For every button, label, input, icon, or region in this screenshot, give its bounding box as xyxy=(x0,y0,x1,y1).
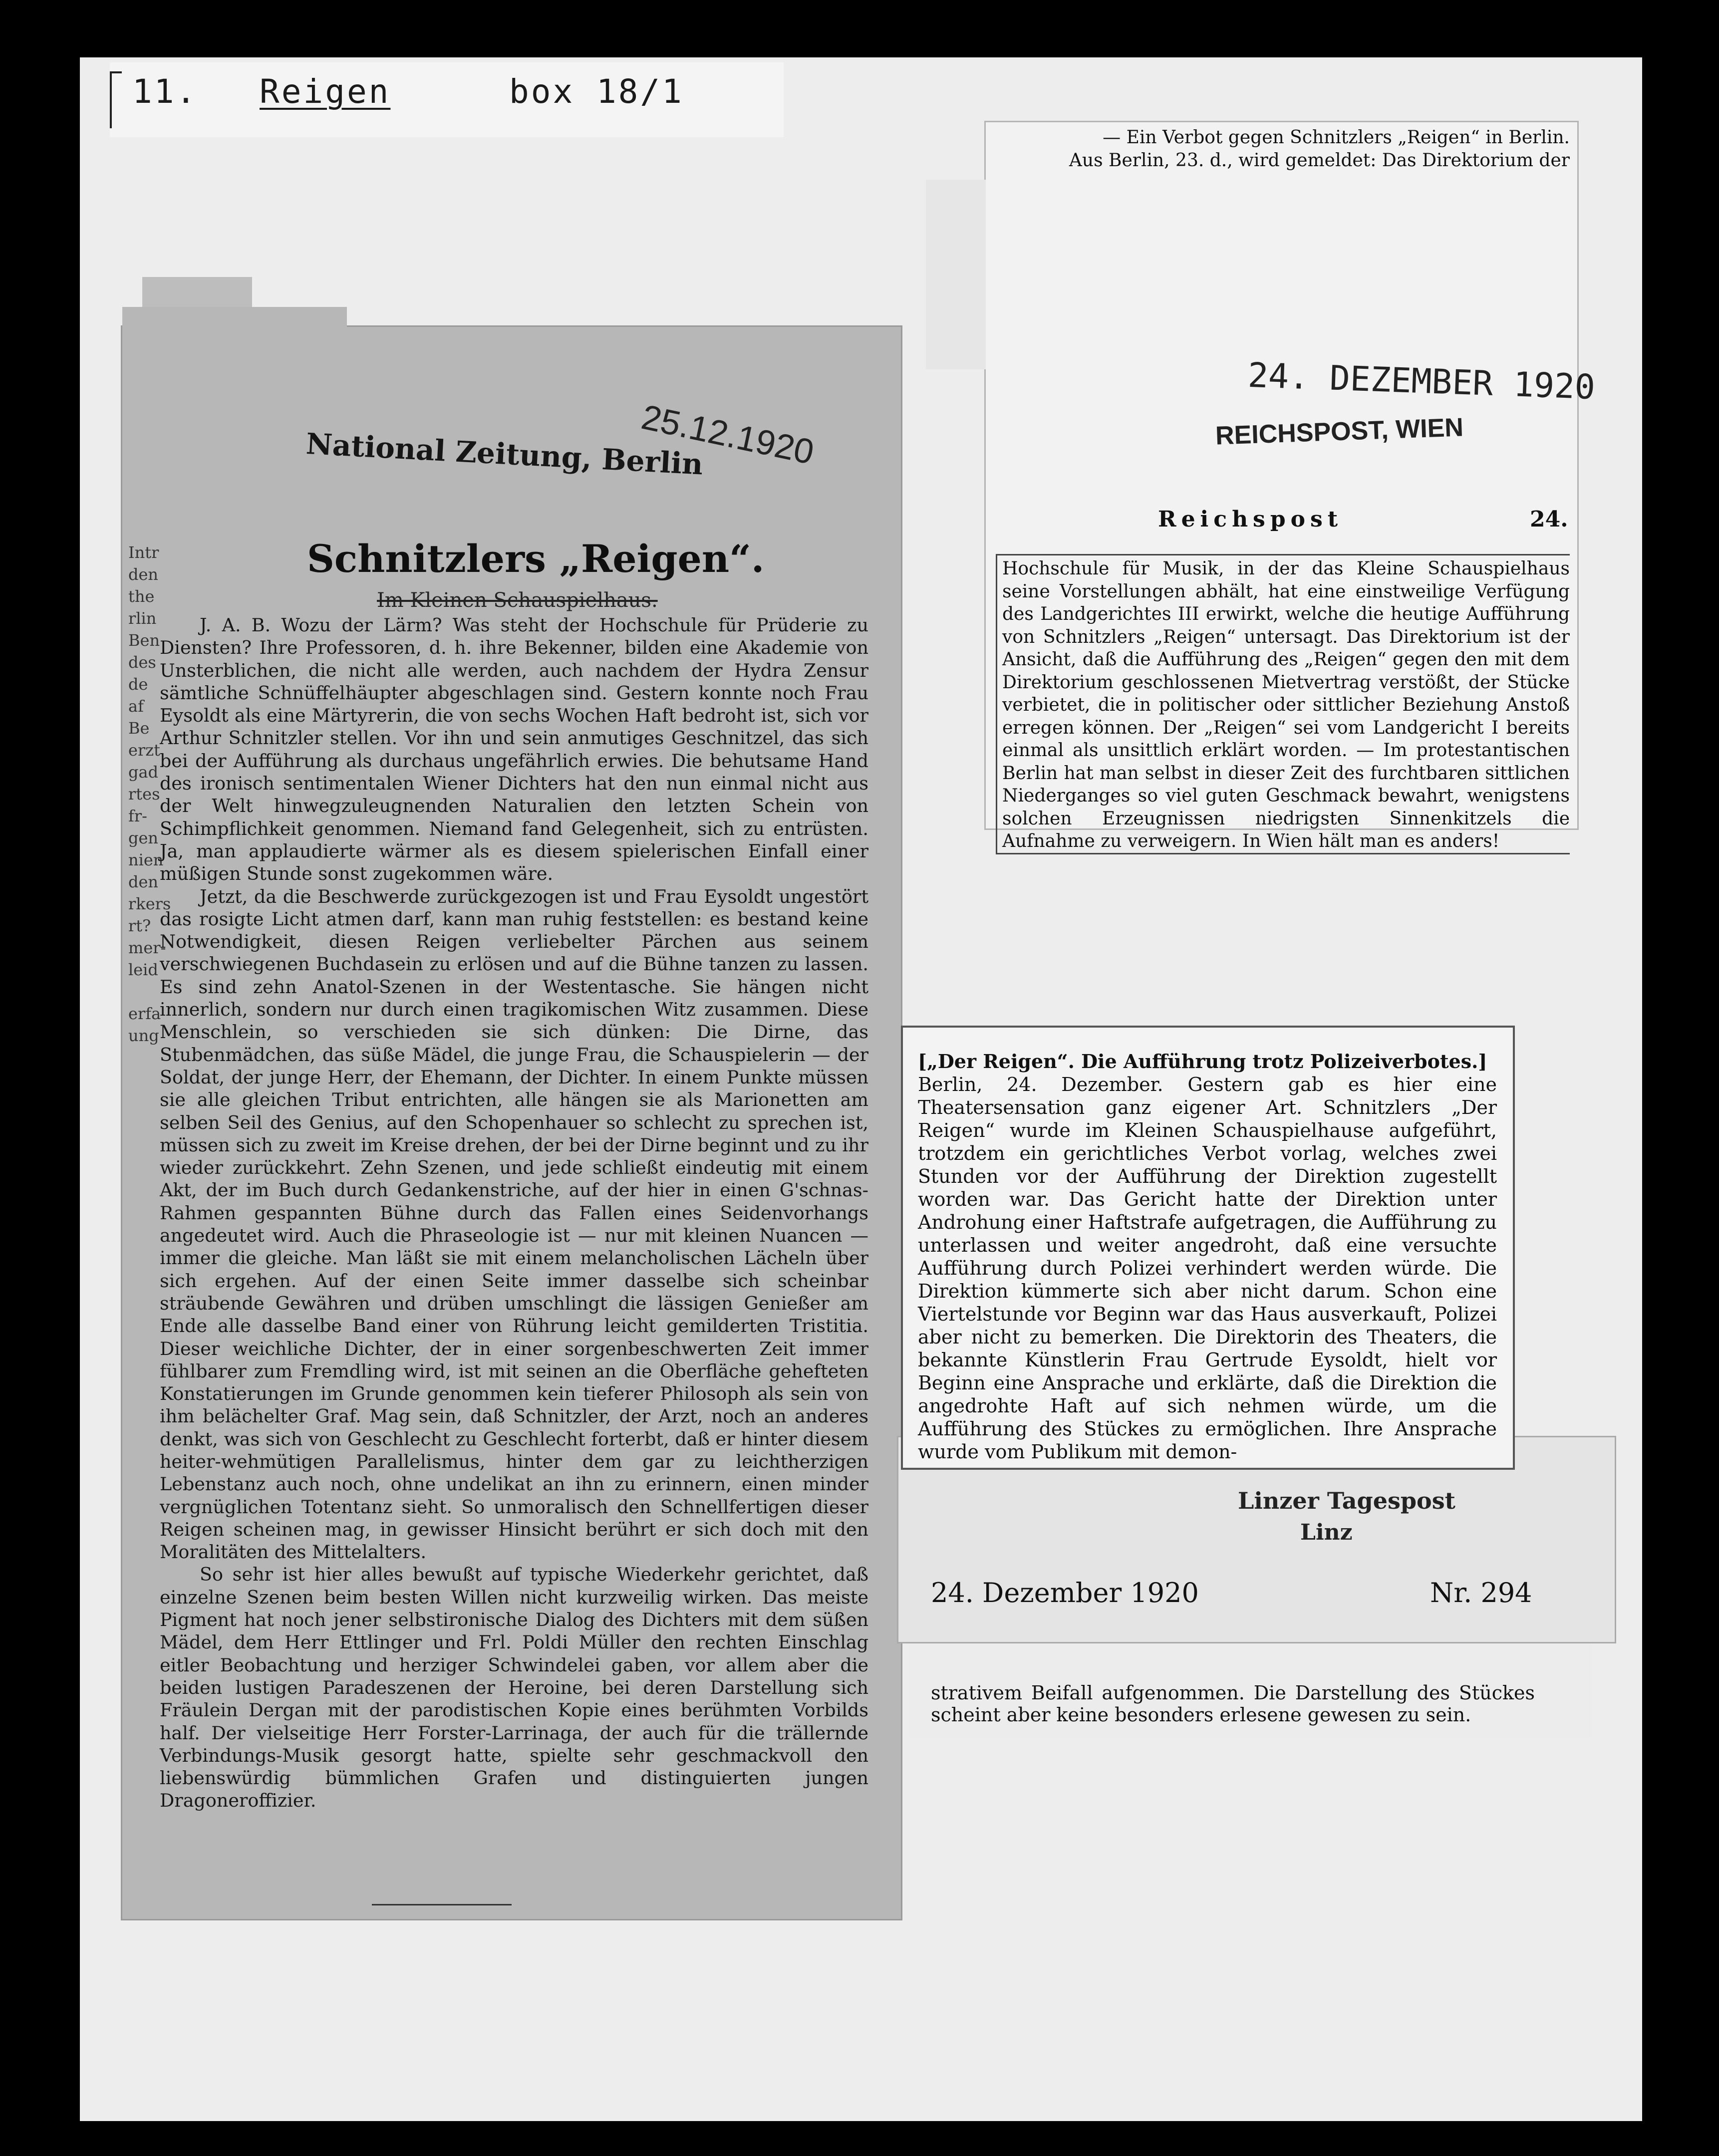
article-paragraph: strativem Beifall aufgenommen. Die Darstellung des Stückes scheint aber keine besonders erlesene gewesen zu sein. xyxy=(931,1682,1535,1726)
source-name: Linzer Tagespost xyxy=(1238,1487,1455,1514)
article-paragraph: J. A. B. Wozu der Lärm? Was steht der Hochschule für Prüderie zu Diensten? Ihre Professoren, d. h. ihre Bekenner, bilden eine Akademie von Unsterblichen, die nicht alle werden, auch nachdem der Hydra Zensur sämtliche Schnüffelhäupter abgeschlagen sind. Gestern konnte noch Frau Eysoldt als eine Märtyrerin, die von sechs Wochen Haft bedroht ist, sich vor Arthur Schnitzler stellen. Vor ihn und sein anmutiges Geschnitzel, das sich bei der Aufführung als durchaus ungefährlich erwies. Die behutsame Hand des ironisch sentimentalen Wiener Dichters hat den nun einmal nicht aus der Welt hinwegzuleugnenden Naturalien den letzten Schein von Schimpflichkeit genommen. Niemand fand Gelegenheit, sich zu entrüsten. Ja, man applaudierte wärmer als es diesem spielerischen Einfall einer müßigen Stunde sonst zugekommen wäre. xyxy=(160,614,868,885)
clipping-linzer-tagespost xyxy=(901,1026,1515,1470)
article-paragraph: Jetzt, da die Beschwerde zurückgezogen ist und Frau Eysoldt ungestört das rosigte Licht atmen darf, kann man ruhig feststellen: es bestand keine Notwendigkeit, diesen Reigen verliebelter Pärchen aus seinem verschwiegenen Buchdasein zu erlösen und auf die Bühne tanzen zu lassen. Es sind zehn Anatol-Szenen in der Westentasche. Sie hängen nicht innerlich, sondern nur durch einen tragikomischen Witz zusammen. Diese Menschlein, so verschieden sie sich dünken: Die Dirne, das Stubenmädchen, das süße Mädel, die junge Frau, die Schauspielerin — der Soldat, der junge Herr, der Ehemann, der Dichter. In einem Punkte müssen sie alle gleichen Tribut entrichten, alle hängen sie als Marionetten am selben Seil des Genius, auf den Schopenhauer so schlecht zu sprechen ist, müssen sich zu zweit im Kreise drehen, der bei der Dirne beginnt und zu ihr wieder zurückkehrt. Zehn Szenen, und jede schließt eindeutig mit einem Akt, der im Buch durch Gedankenstriche, auf der hier in einen G'schnas-Rahmen gespannten Bühne durch das Fallen eines Seidenvorhangs angedeutet wird. Auch die Phraseologie ist — nur mit kleinen Nuancen — immer die gleiche. Man läßt sie mit einem melancholischen Lächeln über sich ergehen. Auf der einen Seite immer dasselbe sich scheinbar sträubende Gewähren und drüben umschlingt die lässigen Genießer am Ende alle dasselbe Band einer von Rührung leicht gemilderten Tristitia. Dieser weichliche Dichter, der in einer sorgenbeschwerten Zeit immer fühlbarer zum Fremdling wird, ist mit seinen an die Oberfläche gehefteten Konstatierungen im Grunde genommen kein tieferer Philosoph als sein von ihm belächelter Graf. Mag sein, daß Schnitzler, der Arzt, noch an anderes denkt, was sich von Geschlecht zu Geschlecht forterbt, daß er hinter diesem heiter-wehmütigen Parallelismus, hinter dem gar zu leichtherzigen Lebenstanz auch noch, ohne undelikat an ihn zu erinnern, einen minder vergnüglichen Totentanz sieht. So unmoralisch den Schnellfertigen dieser Reigen scheinen mag, in gewisser Hinsicht berührt er sich doch mit den Moralitäten des Mittelalters. xyxy=(160,885,868,1563)
masthead-page: 24. xyxy=(1530,507,1568,532)
clipping-reichspost xyxy=(986,122,1596,851)
article-paragraph: Berlin, 24. Dezember. Gestern gab es hier eine Theatersensation ganz eigener Art. Schnitzlers „Der Reigen“ wurde im Kleinen Schauspielhause aufgeführt, trotzdem ein gerichtliches Verbot vorlag, welches zwei Stunden vor der Aufführung der Direktion zugestellt worden war. Das Gericht hatte der Direktion unter Androhung einer Haftstrafe aufgetragen, die Aufführung zu unterlassen und weiter angedroht, daß eine versuchte Aufführung durch Polizei verhindert werden würde. Die Direktion kümmerte sich aber nicht darum. Schon eine Viertelstunde vor Beginn war das Haus ausverkauft, Polizei aber nicht zu bemerken. Die Direktorin des Theaters, die bekannte Künstlerin Frau Gertrude Eysoldt, hielt vor Beginn eine Ansprache und erklärte, daß die Direktion die angedrohte Haft auf sich nehmen würde, um die Aufführung des Stückes zu ermöglichen. Ihre Ansprache wurde vom Publikum mit demon- xyxy=(918,1074,1497,1463)
folder-title: Reigen xyxy=(260,72,391,111)
source-stamp: National Zeitung, Berlin xyxy=(305,427,704,482)
corner-bracket xyxy=(110,71,122,128)
end-rule xyxy=(372,1904,512,1905)
masthead-name: Reichspost xyxy=(1158,507,1343,532)
margin-fragment: Intr den the rlin Ben des de af Be erzt gad rtes fr- gen nien den rkers rt? mer- leid erfa ung xyxy=(128,543,171,1045)
source-city: Linz xyxy=(1300,1520,1353,1545)
clipping-edge xyxy=(122,307,347,327)
issue-date: 24. Dezember 1920 xyxy=(931,1577,1199,1609)
date-stamp: 25.12.1920 xyxy=(638,397,818,472)
article-paragraph: So sehr ist hier alles bewußt auf typische Wiederkehr gerichtet, daß einzelne Szenen beim besten Willen nicht kurzweilig wirken. Das meiste Pigment hat noch jener selbstironische Dialog des Dichters mit dem süßen Mädel, dem Herr Ettlinger und Frl. Poldi Müller den rechten Einschlag eitler Beobachtung und herziger Schwindelei gaben, vor allem aber die beiden lustigen Paradeszenen der Heroine, bei deren Darstellung sich Fräulein Dergan mit der parodistischen Kopie eines berühmten Vorbilds half. Der vielseitige Herr Forster-Larrinaga, der auch für die trällernde Verbindungs-Musik gesorgt hatte, spielte sehr geschmackvoll den liebenswürdig bümmlichen Grafen und distinguierten jungen Dragoneroffizier. xyxy=(160,1564,868,1812)
article-paragraph: Hochschule für Musik, in der das Kleine Schauspielhaus seine Vorstellungen abhält, hat eine einstweilige Verfügung des Landgerichtes III erwirkt, welche die heutige Aufführung von Schnitzlers „Reigen“ untersagt. Das Direktorium ist der Ansicht, daß die Aufführung des „Reigen“ gegen den mit dem Direktorium geschlossenen Mietvertrag verstößt, der Stücke verbietet, die in politischer oder sittlicher Beziehung Anstoß erregen können. Der „Reigen“ sei vom Landgericht I bereits einmal als unsittlich erklärt worden. — Im protestantischen Berlin hat man selbst in dieser Zeit des furchtbaren sittlichen Niederganges so viel guten Geschmack bewahrt, wenigstens solchen Erzeugnissen niedrigsten Sinnenkitzels die Aufnahme zu verweigern. In Wien hält man es anders! xyxy=(1002,558,1570,851)
article-body xyxy=(918,1050,1497,1463)
box-number: box 18/1 xyxy=(509,72,684,111)
article-body xyxy=(160,614,868,1812)
date-stamp: 24. DEZEMBER 1920 xyxy=(1247,355,1596,408)
source-stamp: REICHSPOST, WIEN xyxy=(1215,413,1464,451)
folder-number: 11. xyxy=(132,72,198,111)
archive-label xyxy=(110,62,784,137)
article-lead xyxy=(996,126,1570,172)
lead-line: — Ein Verbot gegen Schnitzlers „Reigen“ in Berlin. xyxy=(1103,127,1570,148)
clipping-national-zeitung xyxy=(122,327,901,1919)
article-body xyxy=(996,554,1570,854)
archive-sheet xyxy=(80,57,1642,2121)
article-continuation xyxy=(931,1682,1535,1726)
issue-number: Nr. 294 xyxy=(1430,1577,1532,1609)
lead-line: Aus Berlin, 23. d., wird gemeldet: Das Direktorium der xyxy=(1069,150,1570,171)
article-headline: [„Der Reigen“. Die Aufführung trotz Polizeiverbotes.] xyxy=(918,1050,1487,1073)
paper-fold xyxy=(926,180,986,369)
article-headline: Schnitzlers „Reigen“. xyxy=(307,537,765,581)
article-subhead: Im Kleinen Schauspielhaus. xyxy=(377,589,658,612)
